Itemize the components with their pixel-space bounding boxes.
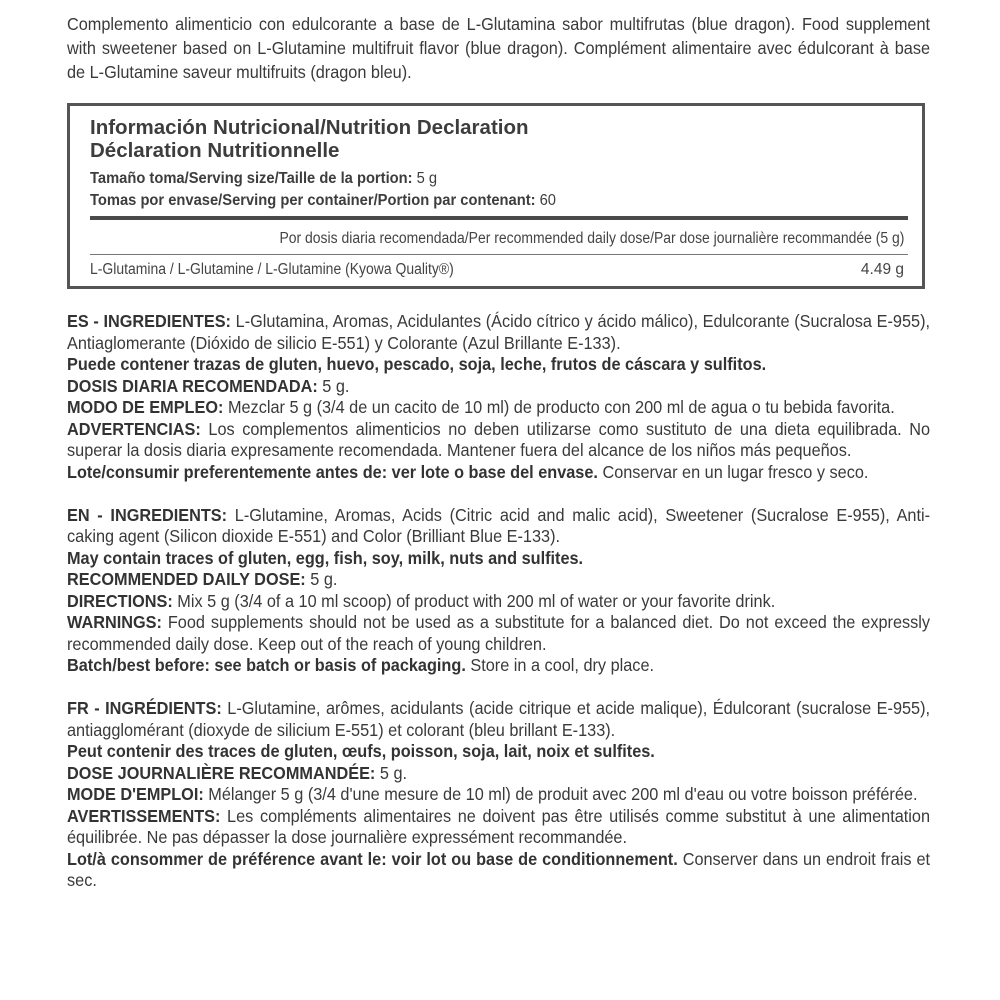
fr-dose-text: 5 g.: [375, 762, 408, 783]
nutrition-title: [90, 116, 529, 162]
es-usage: [67, 397, 930, 419]
es-usage-label: MODO DE EMPLEO:: [67, 397, 224, 417]
fr-ingredients-text: L-Glutamine, arômes, acidulants (acide citrique et acide malique), Édulcorant (sucralose E-955), antiagglomérant (dioxyde de silicium E-551) et colorant (bleu brillant E-133).: [67, 698, 931, 740]
fr-warnings: [67, 806, 930, 849]
thick-divider: [90, 216, 908, 220]
fr-ingredients: [67, 698, 930, 741]
es-batch-label: Lote/consumir preferentemente antes de: ver lote o base del envase.: [67, 461, 598, 482]
fr-dose-label: DOSE JOURNALIÈRE RECOMMANDÉE:: [67, 762, 376, 783]
nutrition-title-line1: Información Nutricional/Nutrition Declaration: [90, 116, 529, 139]
en-ingredients-label: EN - INGREDIENTS:: [67, 504, 228, 525]
nutrient-value: 4.49 g: [860, 261, 904, 278]
en-batch-text: Store in a cool, dry place.: [465, 655, 655, 675]
en-warnings: [67, 612, 930, 655]
fr-batch-text: Conserver dans un endroit frais et sec.: [67, 848, 931, 890]
serving-size-label: Tamaño toma/Serving size/Taille de la portion:: [90, 170, 413, 187]
en-warnings-label: WARNINGS:: [67, 612, 162, 632]
es-traces: [67, 354, 930, 376]
en-warnings-text: Food supplements should not be used as a substitute for a balanced diet. Do not exceed the expressly recommended daily dose. Keep out of the reach of young children.: [67, 612, 931, 654]
es-dose: [67, 376, 930, 398]
en-ingredients: [67, 505, 930, 548]
es-dose-label: DOSIS DIARIA RECOMENDADA:: [67, 375, 318, 396]
fr-ingredients-label: FR - INGRÉDIENTS:: [67, 698, 222, 718]
fr-warnings-label: AVERTISSEMENTS:: [67, 805, 221, 826]
fr-dose: [67, 763, 930, 785]
servings-per-container: [90, 192, 556, 210]
fr-traces: [67, 741, 930, 763]
es-ingredients-label: ES - INGREDIENTES:: [67, 311, 231, 331]
es-warnings-label: ADVERTENCIAS:: [67, 418, 201, 439]
en-traces-text: May contain traces of gluten, egg, fish, soy, milk, nuts and sulfites.: [67, 547, 584, 568]
en-ingredients-text: L-Glutamine, Aromas, Acids (Citric acid and malic acid), Sweetener (Sucralose E-955), Anti-caking agent (Silicon dioxide E-551) and Color (Brilliant Blue E-133).: [67, 504, 931, 546]
es-warnings: [67, 419, 930, 462]
serving-size: [90, 170, 437, 188]
es-ingredients: [67, 311, 930, 354]
en-batch: [67, 655, 930, 677]
es-traces-text: Puede contener trazas de gluten, huevo, pescado, soja, leche, frutos de cáscara y sulfitos.: [67, 354, 767, 374]
product-description: Complemento alimenticio con edulcorante a base de L-Glutamina sabor multifrutas (blue dragon). Food supplement with sweetener based on L-Glutamine multifruit flavor (blue dragon). Complément alimentaire avec édulcorant à base de L-Glutamine saveur multifruits (dragon bleu).: [67, 14, 931, 82]
thin-divider: [90, 254, 908, 255]
fr-usage-label: MODE D'EMPLOI:: [67, 784, 204, 804]
en-dose-label: RECOMMENDED DAILY DOSE:: [67, 569, 306, 589]
en-usage-label: DIRECTIONS:: [67, 590, 173, 611]
fr-usage: [67, 784, 930, 806]
es-dose-text: 5 g.: [317, 375, 350, 396]
es-ingredients-text: L-Glutamina, Aromas, Acidulantes (Ácido cítrico y ácido málico), Edulcorante (Sucralosa E-955), Antiaglomerante (Dióxido de silicio E-551) y Colorante (Azul Brillante E-133).: [67, 311, 931, 353]
nutrition-table: [67, 103, 925, 289]
en-usage: [67, 591, 930, 613]
en-traces: [67, 548, 930, 570]
nutrition-title-line2: Déclaration Nutritionnelle: [90, 139, 340, 162]
nutrient-name: L-Glutamina / L-Glutamine / L-Glutamine (Kyowa Quality®): [90, 261, 454, 278]
es-batch-text: Conservar en un lugar fresco y seco.: [597, 461, 869, 482]
serving-size-value: 5 g: [416, 170, 438, 187]
fr-batch-label: Lot/à consommer de préférence avant le: voir lot ou base de conditionnement.: [67, 848, 678, 869]
servings-per-container-value: 60: [539, 192, 556, 209]
fr-usage-text: Mélanger 5 g (3/4 d'une mesure de 10 ml) de produit avec 200 ml d'eau ou votre boisson préférée.: [203, 784, 918, 804]
fr-traces-text: Peut contenir des traces de gluten, œufs, poisson, soja, lait, noix et sulfites.: [67, 741, 655, 761]
es-batch: [67, 462, 930, 484]
fr-batch: [67, 849, 930, 892]
fr-warnings-text: Les compléments alimentaires ne doivent pas être utilisés comme substitut à une alimentation équilibrée. Ne pas dépasser la dose journalière expressément recommandée.: [67, 805, 931, 847]
en-dose: [67, 569, 930, 591]
es-warnings-text: Los complementos alimenticios no deben utilizarse como sustituto de una dieta equilibrada. No superar la dosis diaria expresamente recomendada. Mantener fuera del alcance de los niños más pequeños.: [67, 418, 931, 460]
dose-column-header: Por dosis diaria recomendada/Per recommended daily dose/Par dose journalière recommandée (5 g): [279, 230, 904, 247]
es-usage-text: Mezclar 5 g (3/4 de un cacito de 10 ml) de producto con 200 ml de agua o tu bebida favorita.: [223, 397, 895, 417]
en-batch-label: Batch/best before: see batch or basis of packaging.: [67, 655, 466, 675]
label-sections: [67, 311, 930, 892]
servings-per-container-label: Tomas por envase/Serving per container/Portion par contenant:: [90, 192, 536, 209]
en-usage-text: Mix 5 g (3/4 of a 10 ml scoop) of product with 200 ml of water or your favorite drink.: [172, 590, 776, 611]
en-dose-text: 5 g.: [305, 569, 338, 589]
